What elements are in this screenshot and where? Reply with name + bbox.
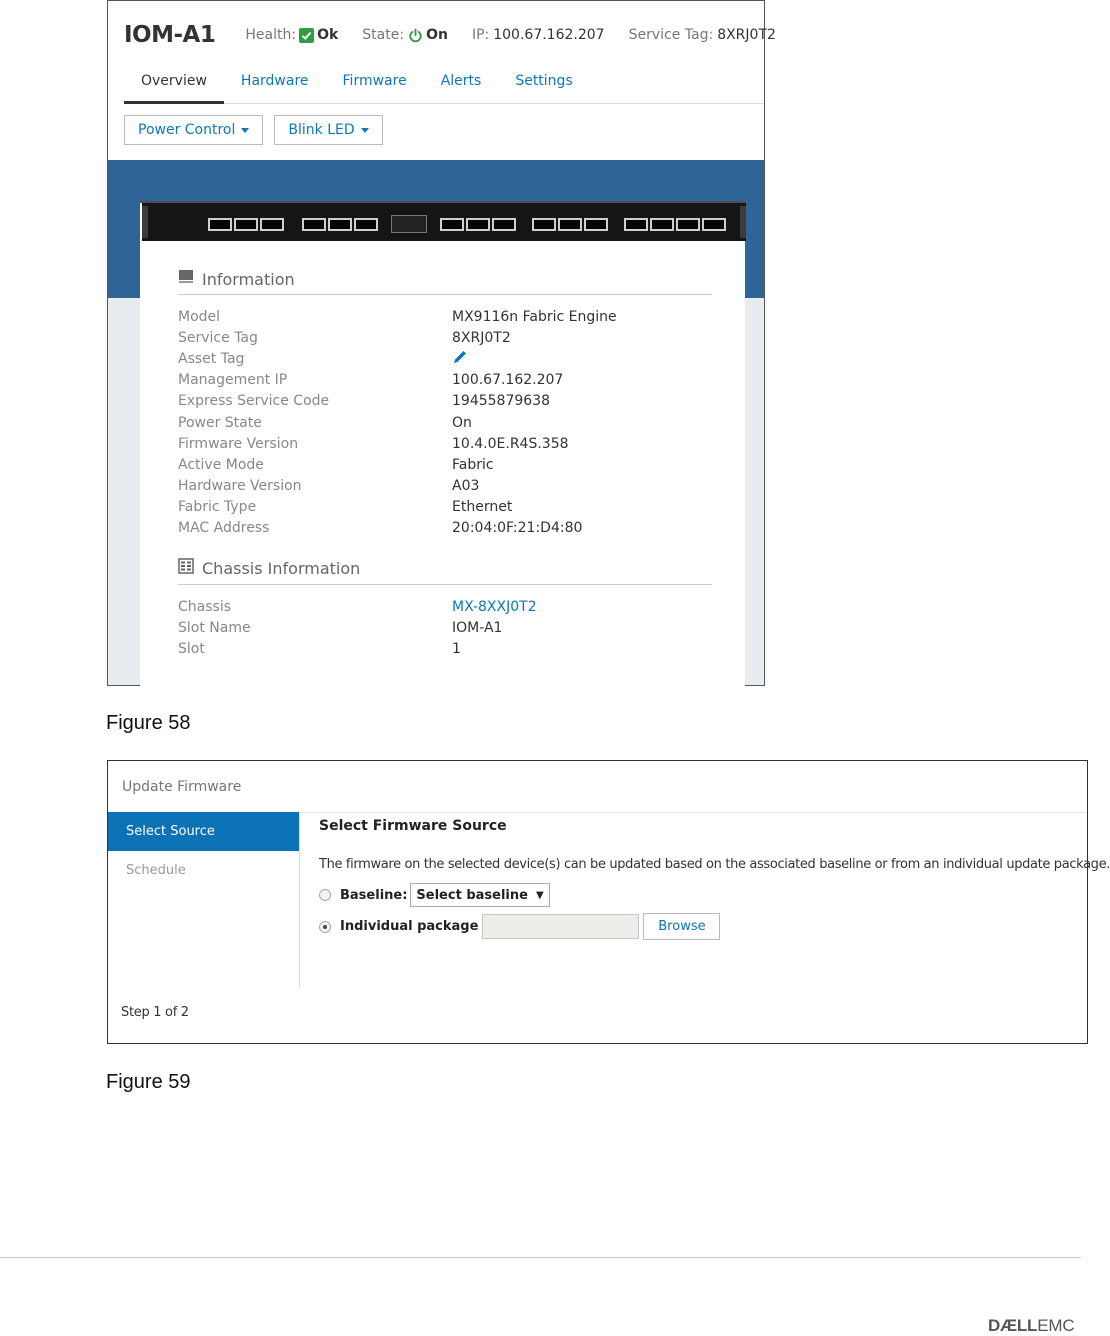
info-row-management-ip xyxy=(178,370,712,391)
row-value: IOM-A1 xyxy=(452,619,503,636)
panel-rail xyxy=(740,206,746,238)
power-control-button[interactable] xyxy=(124,115,263,145)
step-schedule[interactable]: Schedule xyxy=(126,863,186,878)
wizard-content xyxy=(319,818,1110,940)
switch-front-panel-image xyxy=(142,201,746,241)
logo-emc: EMC xyxy=(1037,1316,1075,1335)
chassis-information-title: Chassis Information xyxy=(202,559,361,578)
row-value: MX9116n Fabric Engine xyxy=(452,308,617,325)
info-row-power-state xyxy=(178,412,712,433)
individual-package-label: Individual package xyxy=(340,919,479,934)
pencil-icon[interactable] xyxy=(452,349,468,369)
book-icon xyxy=(178,269,194,289)
row-key: Slot xyxy=(178,640,205,657)
port xyxy=(492,218,516,231)
port xyxy=(624,218,648,231)
port xyxy=(584,218,608,231)
service-tag-value: 8XRJ0T2 xyxy=(717,27,776,43)
row-value: 20:04:0F:21:D4:80 xyxy=(452,520,583,537)
row-value: Fabric xyxy=(452,456,494,473)
port xyxy=(650,218,674,231)
tab-firmware[interactable]: Firmware xyxy=(342,73,407,89)
health-status xyxy=(245,27,338,43)
ip-value: 100.67.162.207 xyxy=(493,27,605,43)
chassis-row-slot-name xyxy=(178,617,712,638)
panel-rail xyxy=(142,206,148,238)
step-counter: Step 1 of 2 xyxy=(121,1005,189,1020)
tab-alerts[interactable]: Alerts xyxy=(440,73,482,89)
dell-emc-logo xyxy=(988,1316,1074,1336)
info-row-model xyxy=(178,306,712,327)
row-key: Chassis xyxy=(178,598,231,615)
information-section xyxy=(178,269,712,539)
baseline-option xyxy=(319,883,1077,907)
row-value: A03 xyxy=(452,478,480,495)
caret-down-icon xyxy=(241,128,249,133)
chassis-link[interactable]: MX-8XXJ0T2 xyxy=(452,598,537,615)
chassis-information-header xyxy=(178,558,712,585)
baseline-label: Baseline: xyxy=(340,887,408,903)
port xyxy=(466,218,490,231)
package-path-input[interactable] xyxy=(482,914,639,939)
info-row-service-tag xyxy=(178,327,712,348)
management-port xyxy=(391,215,427,233)
row-value: Ethernet xyxy=(452,499,513,516)
ip-label: IP: xyxy=(471,27,490,43)
baseline-select-value: Select baseline xyxy=(416,887,528,903)
check-icon xyxy=(299,28,314,43)
device-overview-screenshot xyxy=(107,0,776,686)
device-title: IOM-A1 xyxy=(124,22,216,48)
blink-led-label: Blink LED xyxy=(288,122,355,138)
chassis-information-section xyxy=(178,558,712,660)
port xyxy=(702,218,726,231)
state-label: State: xyxy=(362,27,405,43)
row-value: On xyxy=(452,414,472,431)
row-value: 1 xyxy=(452,640,461,657)
baseline-radio[interactable] xyxy=(319,889,331,901)
row-value: 10.4.0E.R4S.358 xyxy=(452,435,569,452)
figure-58-caption: Figure 58 xyxy=(106,712,191,734)
tab-overview[interactable]: Overview xyxy=(124,61,224,104)
baseline-select[interactable] xyxy=(410,883,549,907)
individual-package-option xyxy=(319,913,1077,940)
power-control-label: Power Control xyxy=(138,122,236,138)
device-header xyxy=(124,15,776,55)
footer-divider xyxy=(0,1257,1081,1258)
row-key: Active Mode xyxy=(178,456,264,473)
info-row-active-mode xyxy=(178,454,712,475)
chassis-icon xyxy=(178,558,194,579)
information-title: Information xyxy=(202,269,295,289)
chassis-row-slot xyxy=(178,638,712,659)
row-key: Slot Name xyxy=(178,619,251,636)
row-value: 100.67.162.207 xyxy=(452,372,564,389)
row-key: Power State xyxy=(178,414,262,431)
caret-down-icon xyxy=(361,128,369,133)
port xyxy=(676,218,700,231)
info-row-mac-address xyxy=(178,518,712,539)
health-label: Health: xyxy=(245,27,297,43)
power-state xyxy=(362,27,448,43)
tab-hardware[interactable]: Hardware xyxy=(240,73,309,89)
figure-59-caption: Figure 59 xyxy=(106,1071,191,1093)
info-row-asset-tag xyxy=(178,348,712,369)
description-text: The firmware on the selected device(s) can be updated based on the associated baseline or from an individual update package. xyxy=(319,857,1110,872)
row-key: Express Service Code xyxy=(178,393,330,410)
row-value: 8XRJ0T2 xyxy=(452,329,511,346)
section-title: Select Firmware Source xyxy=(319,818,507,834)
port xyxy=(302,218,326,231)
port xyxy=(208,218,232,231)
row-key: Firmware Version xyxy=(178,435,299,452)
tab-bar xyxy=(124,61,764,104)
port xyxy=(558,218,582,231)
health-value: Ok xyxy=(317,27,339,43)
action-bar xyxy=(124,115,383,145)
port xyxy=(260,218,284,231)
triangle-down-icon: ▼ xyxy=(535,889,544,901)
row-key: Asset Tag xyxy=(178,350,245,367)
information-header xyxy=(178,269,712,295)
row-value: 19455879638 xyxy=(452,393,550,410)
info-row-hardware-version xyxy=(178,476,712,497)
browse-button[interactable]: Browse xyxy=(643,913,720,940)
row-key: Fabric Type xyxy=(178,499,257,516)
port xyxy=(328,218,352,231)
state-value: On xyxy=(426,27,448,43)
row-key: Management IP xyxy=(178,372,288,389)
wizard-steps xyxy=(108,812,300,989)
ip-address xyxy=(472,27,605,43)
row-key: Model xyxy=(178,308,221,325)
port xyxy=(234,218,258,231)
power-icon xyxy=(408,28,423,43)
chassis-information-list xyxy=(178,596,712,660)
tab-settings[interactable]: Settings xyxy=(515,73,573,89)
info-row-express-service-code xyxy=(178,391,712,412)
info-row-firmware-version xyxy=(178,433,712,454)
row-key: Service Tag xyxy=(178,329,258,346)
information-list xyxy=(178,306,712,539)
service-tag-label: Service Tag: xyxy=(628,27,714,43)
port xyxy=(532,218,556,231)
update-firmware-dialog xyxy=(107,760,1110,1044)
dialog-title: Update Firmware xyxy=(122,779,242,795)
row-key: Hardware Version xyxy=(178,478,302,495)
individual-package-radio[interactable] xyxy=(319,921,331,933)
blink-led-button[interactable] xyxy=(274,115,382,145)
row-key: MAC Address xyxy=(178,520,270,537)
chassis-row-chassis xyxy=(178,596,712,617)
port xyxy=(440,218,464,231)
service-tag xyxy=(629,27,776,43)
step-select-source[interactable]: Select Source xyxy=(108,812,299,851)
logo-dell: DÆLL xyxy=(988,1316,1038,1335)
port xyxy=(354,218,378,231)
info-row-fabric-type xyxy=(178,497,712,518)
